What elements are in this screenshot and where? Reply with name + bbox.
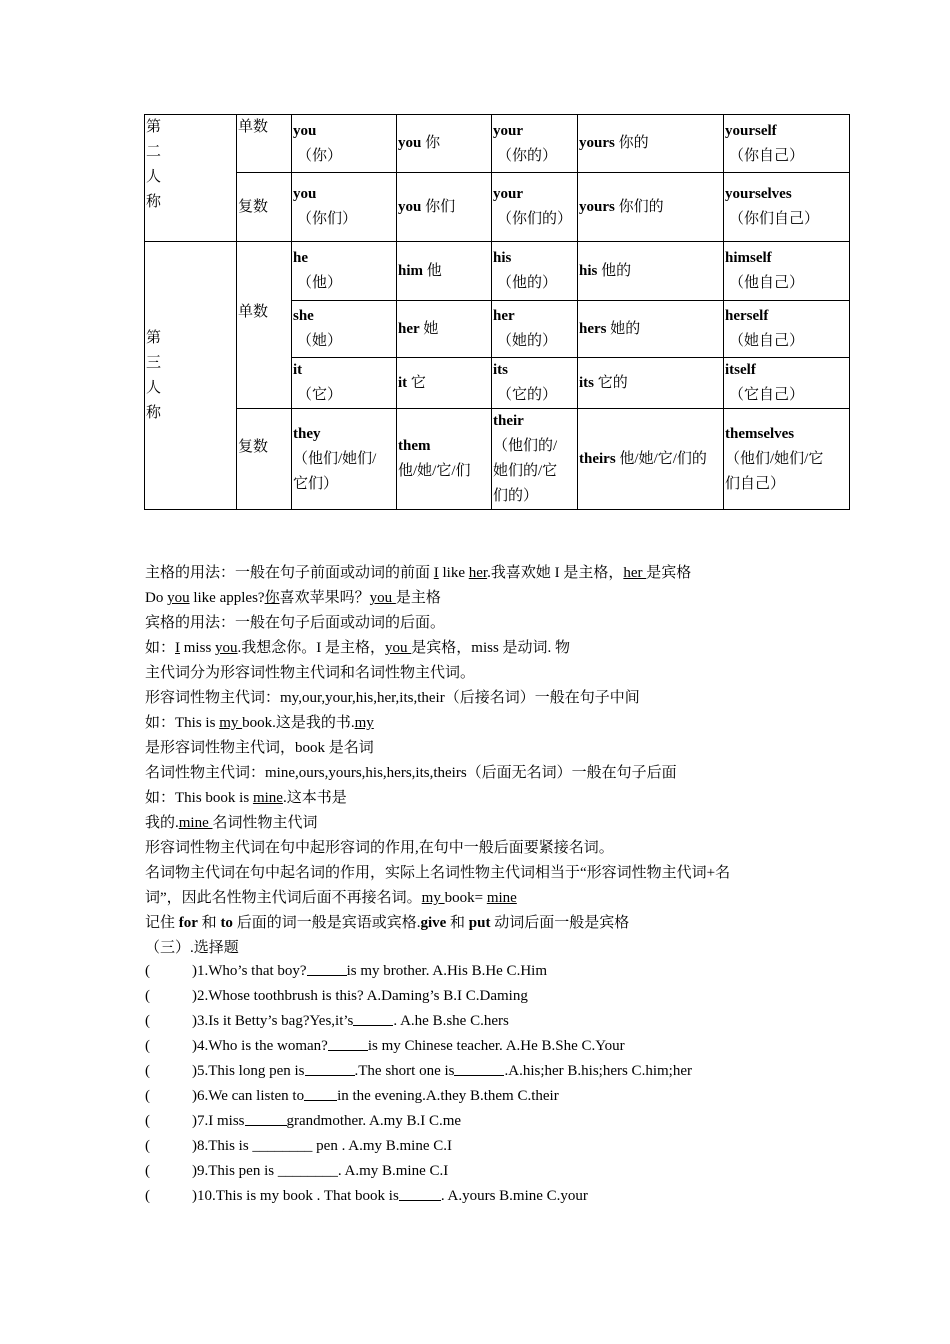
adj-possessive-cell: your （你们的） (492, 173, 578, 242)
note-line: 词”，因此名性物主代词后面不再接名词。my book= mine (145, 890, 517, 906)
note-line: 主格的用法：一般在句子前面或动词的前面 I like her.我喜欢她 I 是主格，her 是宾格 (145, 565, 692, 581)
adj-possessive-cell: their （他们的/ 她们的/它 们的） (492, 409, 578, 510)
object-cell: you 你们 (397, 173, 492, 242)
question-item: ( )9.This pen is ________. A.my B.mine C.I (145, 1163, 449, 1179)
number-label: 复数 (237, 173, 292, 242)
subject-cell: you （你们） (292, 173, 397, 242)
subject-cell: you （你） (292, 115, 397, 173)
question-item: ( )6.We can listen to in the evening.A.they B.them C.their (145, 1084, 845, 1109)
noun-possessive-cell: theirs 他/她/它/们的 (578, 409, 724, 510)
object-cell: him 他 (397, 242, 492, 301)
grammar-notes (145, 561, 825, 961)
question-item: ( )2.Whose toothbrush is this? A.Daming’s B.I C.Daming (145, 988, 528, 1004)
noun-possessive-cell: hers 她的 (578, 301, 724, 358)
second-person-label: 第 二 人 称 (145, 115, 237, 242)
note-line: 主代词分为形容词性物主代词和名词性物主代词。 (145, 665, 476, 681)
question-item: ( )8.This is ________ pen . A.my B.mine C.I (145, 1138, 452, 1154)
question-item: ( )1.Who’s that boy? is my brother. A.His B.He C.Him (145, 959, 845, 984)
answer-blank (399, 1184, 441, 1201)
note-line: 名词物主代词在句中起名词的作用，实际上名词性物主代词相当于“形容词性物主代词+名 (145, 865, 731, 881)
note-line: 如：I miss you.我想念你。I 是主格，you 是宾格，miss 是动词. 物 (145, 640, 571, 656)
reflexive-cell: yourself （你自己） (724, 115, 850, 173)
table-row (145, 242, 850, 301)
number-label: 单数 (237, 115, 292, 173)
adj-possessive-cell: your （你的） (492, 115, 578, 173)
note-line: 我的.mine 名词性物主代词 (145, 815, 318, 831)
answer-blank (305, 1059, 355, 1076)
note-line: 是形容词性物主代词，book 是名词 (145, 740, 374, 756)
note-line: 如：This book is mine.这本书是 (145, 790, 347, 806)
table-row (145, 409, 850, 510)
answer-blank (454, 1059, 504, 1076)
reflexive-cell: yourselves （你们自己） (724, 173, 850, 242)
adj-possessive-cell: her （她的） (492, 301, 578, 358)
table-row (145, 173, 850, 242)
reflexive-cell: herself （她自己） (724, 301, 850, 358)
noun-possessive-cell: his 他的 (578, 242, 724, 301)
question-item: ( )10.This is my book . That book is . A.yours B.mine C.your (145, 1184, 845, 1209)
answer-blank (328, 1034, 368, 1051)
answer-blank (304, 1084, 337, 1101)
object-cell: you 你 (397, 115, 492, 173)
noun-possessive-cell: its 它的 (578, 358, 724, 409)
adj-possessive-cell: his （他的） (492, 242, 578, 301)
object-cell: it 它 (397, 358, 492, 409)
pronoun-table (144, 114, 850, 510)
note-line: 如：This is my book.这是我的书.my (145, 715, 374, 731)
noun-possessive-cell: yours 你的 (578, 115, 724, 173)
third-person-label: 第 三 人 称 (145, 242, 237, 510)
multiple-choice-questions (145, 959, 845, 1209)
number-label: 单数 (237, 242, 292, 409)
note-line: Do you like apples?你喜欢苹果吗？you 是主格 (145, 590, 441, 606)
subject-cell: it （它） (292, 358, 397, 409)
answer-blank (353, 1009, 393, 1026)
number-label: 复数 (237, 409, 292, 510)
subject-cell: he （他） (292, 242, 397, 301)
answer-blank (245, 1109, 287, 1126)
table-row (145, 115, 850, 173)
question-item: ( )3.Is it Betty’s bag?Yes,it’s . A.he B.she C.hers (145, 1009, 845, 1034)
section-heading: （三）.选择题 (145, 940, 239, 956)
question-item: ( )5.This long pen is .The short one is .A.his;her B.his;hers C.him;her (145, 1059, 845, 1084)
reflexive-cell: themselves （他们/她们/它 们自己） (724, 409, 850, 510)
note-line: 形容词性物主代词在句中起形容词的作用,在句中一般后面要紧接名词。 (145, 840, 614, 856)
answer-blank (307, 959, 347, 976)
question-item: ( )4.Who is the woman? is my Chinese teacher. A.He B.She C.Your (145, 1034, 845, 1059)
subject-cell: they （他们/她们/ 它们） (292, 409, 397, 510)
reflexive-cell: himself （他自己） (724, 242, 850, 301)
note-line: 形容词性物主代词：my,our,your,his,her,its,their（后接名词）一般在句子中间 (145, 690, 640, 706)
object-cell: them 他/她/它/们 (397, 409, 492, 510)
note-line: 宾格的用法：一般在句子后面或动词的后面。 (145, 615, 446, 631)
note-line: 名词性物主代词：mine,ours,yours,his,hers,its,theirs（后面无名词）一般在句子后面 (145, 765, 677, 781)
adj-possessive-cell: its （它的） (492, 358, 578, 409)
noun-possessive-cell: yours 你们的 (578, 173, 724, 242)
subject-cell: she （她） (292, 301, 397, 358)
question-item: ( )7.I miss grandmother. A.my B.I C.me (145, 1109, 845, 1134)
note-line: 记住 for 和 to 后面的词一般是宾语或宾格.give 和 put 动词后面一般是宾格 (145, 915, 630, 931)
object-cell: her 她 (397, 301, 492, 358)
reflexive-cell: itself （它自己） (724, 358, 850, 409)
